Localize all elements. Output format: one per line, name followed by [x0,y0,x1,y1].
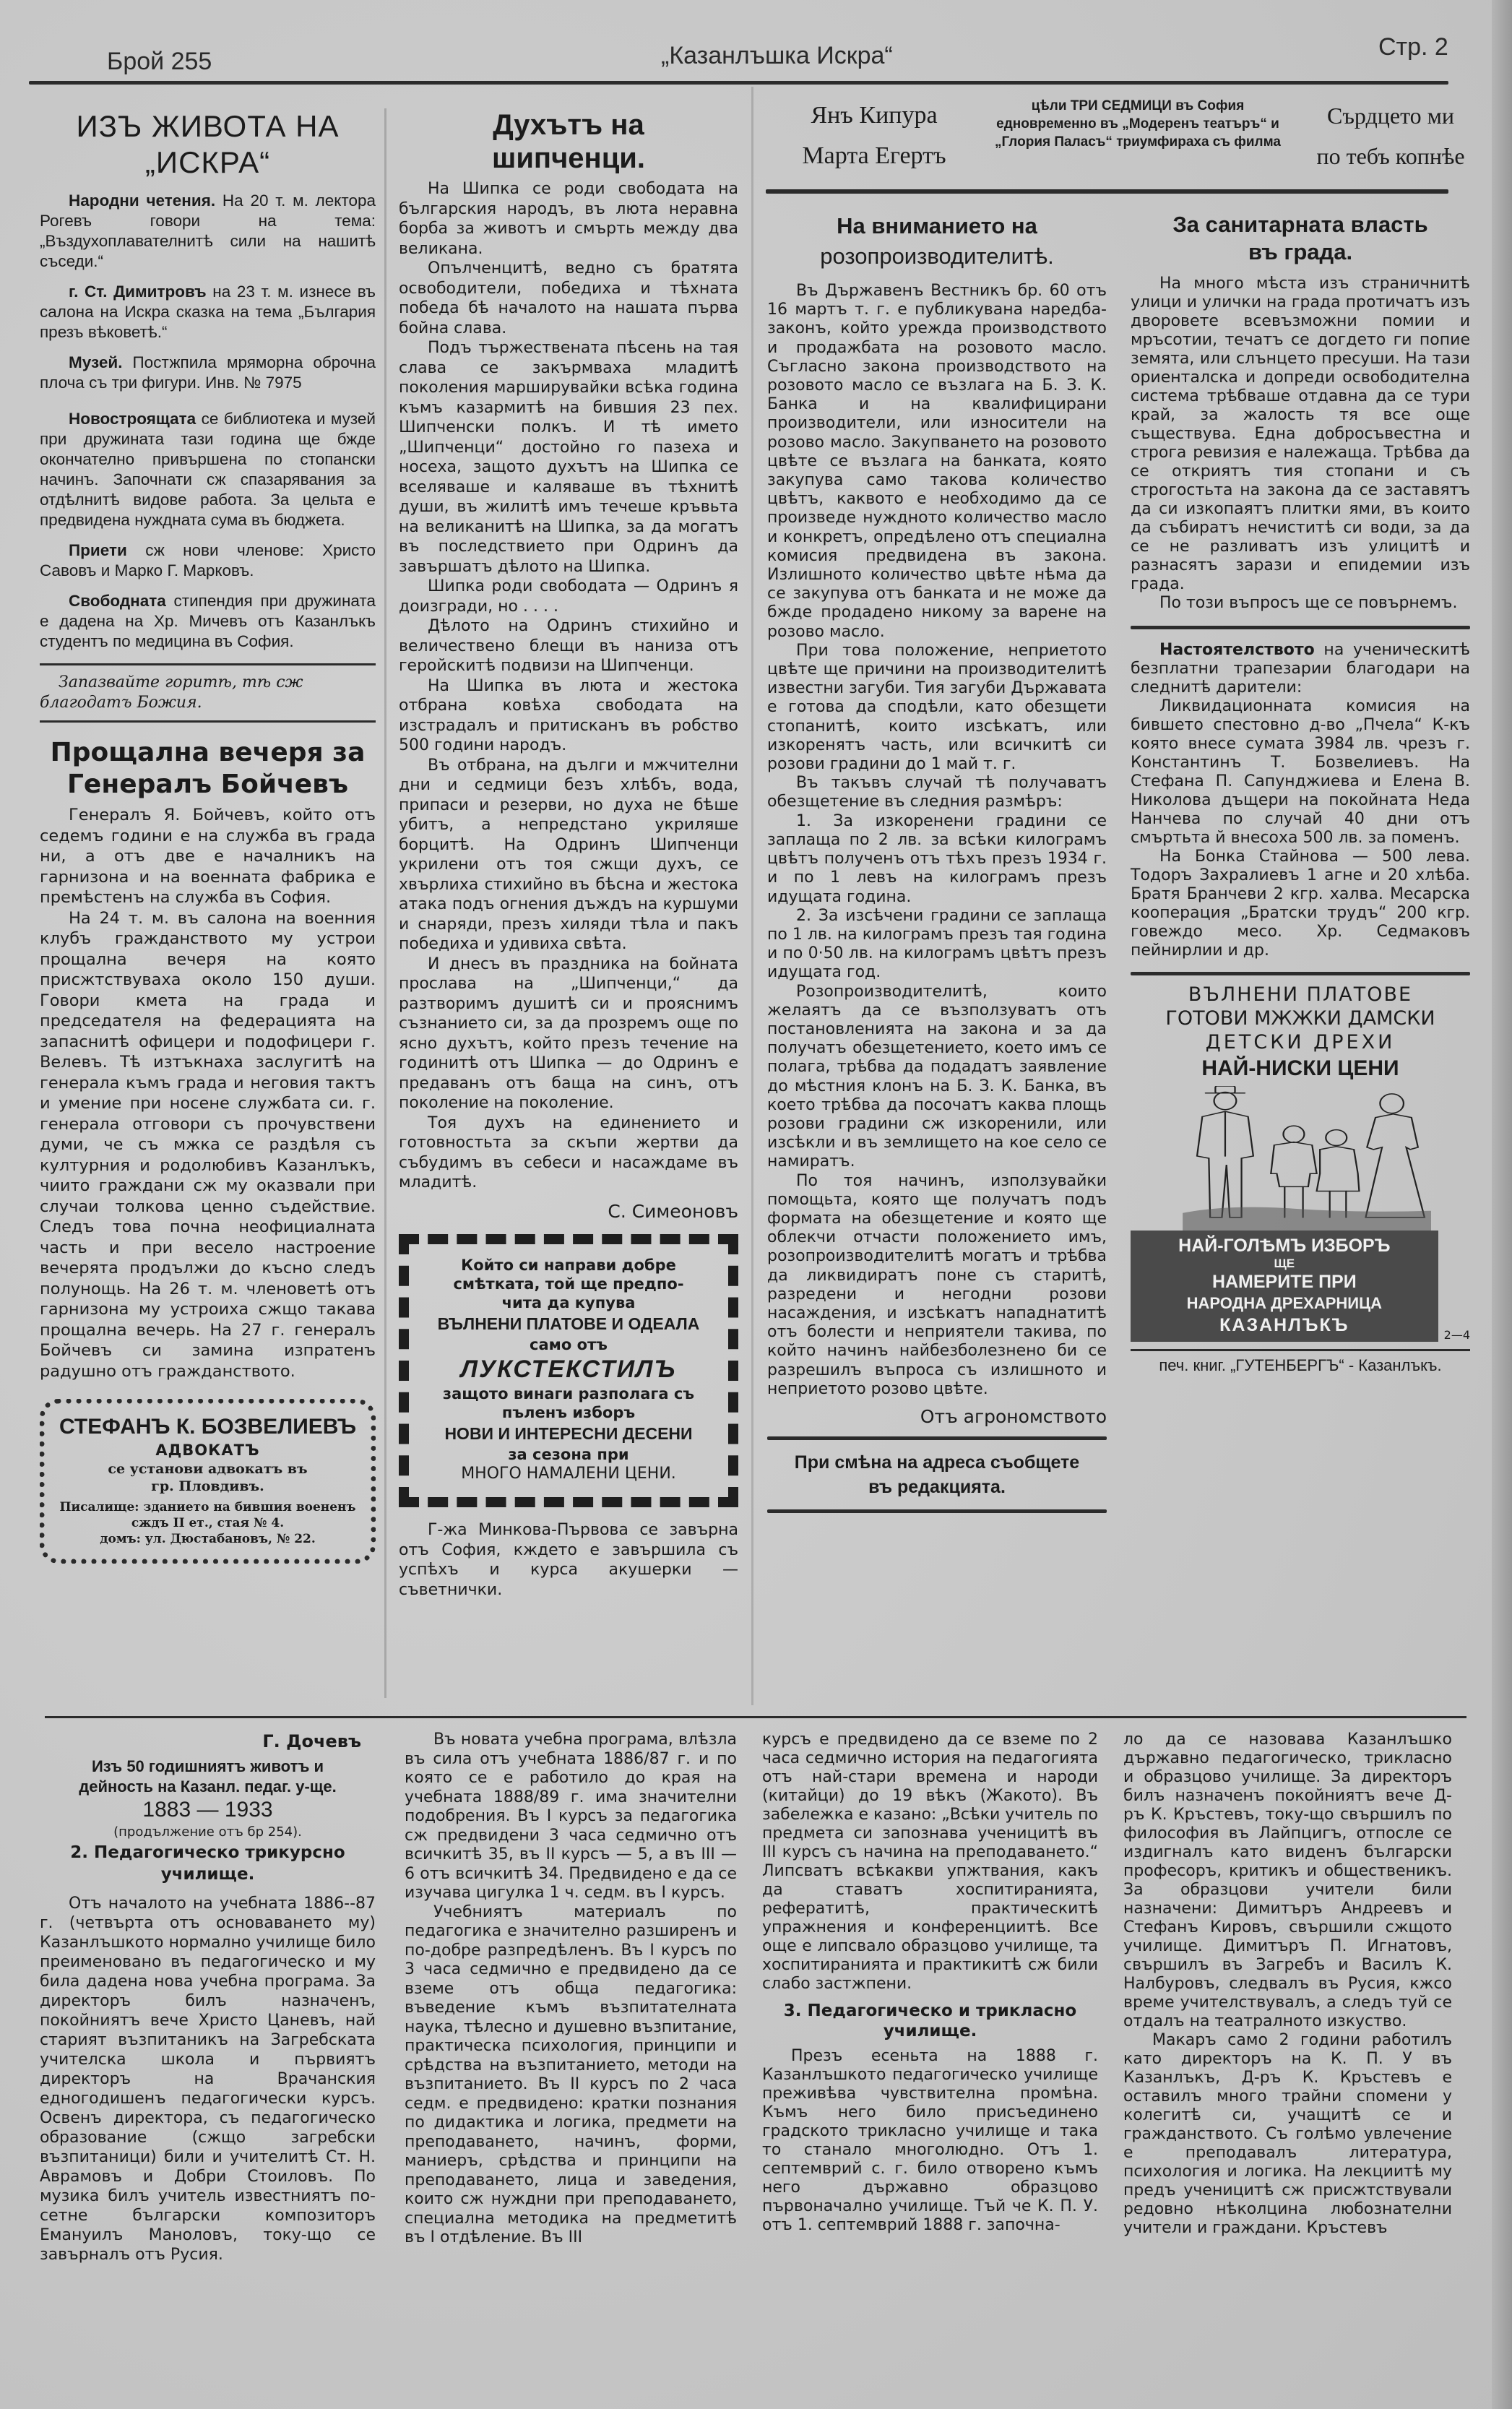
school-article-col2 [405,1731,737,2248]
item-text: стипендия при дружината е дадена на Хр. Мичевъ отъ Казанлъкъ студентъ по медицина въ София. [40,592,376,650]
ad-brand: ЛУКСТЕКСТИЛЪ [460,1356,677,1383]
school-section2: 2. Педагогическо трикурсно училище. [70,1843,345,1884]
column-3 [767,211,1107,1523]
lawyer-office: Писалище: зданието на бившия воененъ сждъ II ет., стая № 4. [59,1500,356,1530]
paragraph: 2. За изсѣчени градини се заплаща по 1 лв. на килограмъ презъ тая година и по 0·50 лв. на килограмъ цвѣтъ презъ идущата год. [767,906,1107,982]
fabric-pile [1183,1207,1431,1231]
school-author: Г. Дочевъ [262,1731,361,1751]
column-2 [399,108,738,1600]
boy-figure [1271,1126,1316,1218]
newspaper-name: „Казанлъшка Искра“ [661,42,893,69]
shipka-body [399,179,738,1221]
star-name: Марта Егертъ [802,142,946,169]
lawyer-profession: АДВОКАТЪ [155,1441,260,1459]
ad-text: чита да купува [501,1294,636,1311]
school-body3b [762,2047,1098,2235]
rose-title-line2: розопроизводителитѣ. [820,244,1054,269]
item-text: На 20 т. м. лектора Рогевъ говори на тема: „Въздухоплавателнитѣ сили на нашитѣ съседи.“ [40,191,376,270]
ad-text: МНОГО НАМАЛЕНИ ЦЕНИ. [461,1465,676,1483]
paragraph: На 24 т. м. въ салона на военния клубъ гражданството му устрои прощална вечеря на която присжтствуваха около 150 души. Говори кмета на града и председателя на федерацията на запаснитѣ офицери и подофицери г. Велевъ. Тѣ изтъкнаха заслугитѣ на генерала къмъ града и неговия тактъ и умение при носене службата си. г. генерала отговори съ прочувствени думи, че съ мжка се раздѣля съ културния и родолюбивъ Казанлъкъ, чиито граждани сж му оказвали при случаи толкова ценно съдействие. Следъ това почна неофициалната часть и при весело настроение вечерята продължи до късно следъ полунощь. На 26 т. м. членоветѣ отъ гарнизона му устроиха сжщо такава прощална вечерь. На 27 г. генералъ Бойчевъ си замина изпратенъ радушно отъ гражданството. [40,908,376,1381]
farewell-title: Прощална вечеря за Генералъ Бойчевъ [50,738,366,799]
paragraph: Дѣлото на Одринъ стихийно и величествено блещи въ наниза отъ геройскитѣ подвизи на Шипченци. [399,617,738,675]
shipka-title [399,108,738,175]
ad-headline: НОВИ И ИНТЕРЕСНИ ДЕСЕНИ [444,1424,693,1443]
paragraph: На Шипка въ люта и жестока отбрана ковѣха свободата на изстрадалъ и притисканъ въ робство 500 години народъ. [399,676,738,754]
page-edge [1492,0,1512,2409]
school-body1 [40,1894,376,2264]
item-lead: г. Ст. Димитровъ [69,283,207,301]
paragraph: Въ Държавенъ Вестникъ бр. 60 отъ 16 мартъ т. г. е публикувана наредба-законъ, който урежда производството и продажбата на розовото масло. Съгласно закона производството на розовото масло се възлага на Б. З. К. Банка и на квалифицирани производители, или износители на розово масло. Закупването на розовото цвѣте се възлага на банката, която закупува само такова количество цвѣтъ, каквото е необходимо да се произведе нуждното количество масло и конкретъ, опредѣлено отъ специална комисия предвидена въ закона. Излишното количество цвѣте нѣма да се закупува отъ банката и не може да бжде продадено никому за варене на розово масло. [767,282,1107,641]
textile-ad [399,1234,738,1507]
divider [767,1436,1107,1440]
rose-title [767,211,1107,272]
banner-line: НАРОДНА ДРЕХАРНИЦА [1186,1294,1383,1312]
film-title [1293,95,1488,176]
printer-credit: печ. книг. „ГУТЕНБЕРГЪ“ - Казанлъкъ. [1159,1356,1442,1374]
lawyer-line1: се установи адвокатъ въ [108,1461,308,1477]
shipka-title-line2: шипченци. [491,142,645,174]
school-article-col4 [1123,1731,1452,2238]
address-line2: въ редакцията. [868,1477,1006,1498]
school-title-line2: дейность на Казанл. педаг. у-ще. [79,1777,337,1796]
column-divider [751,87,753,1705]
donors-article [1131,641,1470,960]
school-continued: (продължение отъ бр 254). [113,1824,302,1840]
banner-line: НАЙ-ГОЛѢМЪ ИЗБОРЪ [1178,1236,1391,1256]
iskra-title [40,108,376,181]
address-notice [767,1450,1107,1499]
clothing-ad-headline: НАЙ-НИСКИ ЦЕНИ [1201,1056,1399,1080]
masthead-rule [29,81,1448,85]
lawyer-home: домъ: ул. Дюстабановъ, № 22. [100,1532,316,1546]
paragraph: На много мѣста изъ страничнитѣ улици и улички на града протичатъ изъ дворовете всевъзможни помии и мръсотии, течатъ се догдето ги попие земята, или слънцето пресуши. На тази ориенталска и допреди освободителна система трѣбваше отдавна да се тури край, за жалость тя все още съществува. Една добросъвестна и строга ревизия е належаща. Трѣбва да се откриятъ тия стопани и съ строгостьта на закона да се заставятъ да си изкопаятъ плитки ями, въ които да събиратъ нечиститѣ си води, за да се не разливатъ изъ улицитѣ и разнасятъ зарази и епидемии изъ града. [1131,275,1470,593]
sanitary-body [1131,275,1470,613]
school-article-col3 [762,1731,1098,2235]
divider [767,1509,1107,1513]
clothing-ad [1131,983,1470,1342]
divider [40,720,376,723]
donors-intro [1131,641,1470,697]
column-4 [1131,211,1470,1376]
minkova-notice: Г-жа Минкова-Първова се завърна отъ София, кждето е завършила съ успѣхъ и курса акушерки — съветнички. [399,1521,738,1599]
issue-number: Брой 255 [107,48,212,75]
item-lead: Новостроящата [69,410,196,428]
banner-rule [766,189,1448,194]
lawyer-ad [40,1399,376,1564]
woman-figure [1365,1094,1424,1218]
divider [1131,972,1470,975]
shipka-title-line1: Духътъ на [493,109,644,141]
column-divider [384,108,386,1698]
lawyer-line2: гр. Пловдивъ. [151,1478,264,1494]
paragraph: Презъ есеньта на 1888 г. Казанлъшкото педагогическо училище преживѣва чувствителна промѣна. Къмъ него било присъединено градското трикласно училище и така то станало многолюдно. Отъ 1. септемврий с. г. било отворено къмъ него държавно образцово първоначално училище. Тъй че К. П. У. отъ 1. септемврий 1888 г. започна- [762,2047,1098,2234]
school-years: 1883 — 1933 [142,1798,273,1822]
paragraph: На Шипка се роди свободата на българския народъ, въ люта неравна борба за животъ и смърть между два великана. [399,180,738,258]
iskra-title-line1: ИЗЪ ЖИВОТА НА [76,109,340,143]
family-illustration [1163,1086,1438,1231]
iskra-item [40,540,376,581]
paragraph: Тоя духъ на единението и готовностьта за скъпи жертви да събудимъ въ себеси и насаждаме въ младитѣ. [399,1113,738,1191]
paragraph: Макаръ само 2 години работилъ като директоръ на К. П. У въ Казанлъкъ, Д-ръ К. Кръстевъ е оставилъ много трайни спомени у колегитѣ си, учащитѣ се и гражданството. Съ голѣмо увлечение е преподавалъ литература, психология и логика. На лекциитѣ му предъ ученицитѣ сж присжтствували редовно нѣколцина любознателни учители и граждани. Кръстевъ [1123,2031,1452,2237]
clothing-banner [1131,1231,1438,1342]
paragraph: Розопроизводителитѣ, които желаятъ да се възползуватъ отъ постановленията на закона и за да получатъ обезщетението, което имъ се полага, трѣбва да подадатъ заявление до мѣстния клонъ на Б. З. К. Банка, въ което трѣбва да посочатъ каква площь розови градини сж изкоренили, или изсѣкли и въ землището на кое село се намиратъ. [767,982,1107,1171]
iskra-item [40,353,376,393]
paragraph: При това положение, неприетото цвѣте ще причини на производителитѣ известни загуби. Тия загуби Държавата е готова да сподѣли, като обезщети стопанитѣ, които изсѣкатъ, или изкоренятъ часть, или всичкитѣ си розови градини до 1 май т. г. [767,641,1107,774]
paragraph: Опълченцитѣ, ведно съ братята освободители, победиха и тѣхната победа бѣ началото на нашата първа бойна слава. [399,259,738,337]
paragraph: Отъ началото на учебната 1886--87 г. (четвърта отъ основаването му) Казанлъшкото нормално училище било преименовано въ педагогическо и му била дадена нова учебна програма. За директоръ билъ назначенъ, покойниятъ вече Христо Цаневъ, най старият възпитаникъ на Загребската учителска школа и първиятъ директоръ на Врачанския едногодишенъ педагогически курсъ. Освенъ директора, съ педагогическо образование (сжщо загребски възпитаници) били и учителитѣ Ст. Н. Аврамовъ и Добри Стоиловъ. По музика билъ учитель известниятъ по-сетне български композиторъ Емануилъ Маноловъ, току-що се завърналъ отъ Русия. [40,1895,376,2264]
iskra-title-line2: „ИСКРА“ [144,145,271,179]
paragraph: Въ новата учебна програма, влѣзла въ сила отъ учебната 1886/87 г. и по която се е работило до края на учебната 1888/89 г. има значителни подобрения. Въ I курсъ за педагогика сж предвидени 3 часа седмично отъ всичкитѣ 35, въ II курсъ — 5, а въ III — 6 отъ всичкитѣ 34. Предвидено е да се изучава цигулка 1 ч. седм. въ I курсъ. [405,1731,737,1902]
paragraph: Генералъ Я. Бойчевъ, който отъ седемъ години е на служба въ града ни, а отъ две е началникъ на гарнизона и на военната фабрика е премѣстенъ на служба въ София. [40,806,376,907]
banner-line: ЩЕ [1274,1257,1295,1270]
ad-headline: ВЪЛНЕНИ ПЛАТОВЕ И ОДЕАЛА [437,1314,700,1333]
paragraph: На Бонка Стайнова — 500 лева. Тодоръ Захралиевъ 1 агне и 20 хлѣба. Братя Бранчеви 2 кгр. халва. Месарска кооперация „Братски трудъ“ 200 кгр. говеждо месо. Хр. Седмаковъ пейнирлии и др. [1131,848,1470,960]
paragraph: 1. За изкоренени градини се заплаща по 2 лв. за всѣки килограмъ цвѣтъ полученъ отъ тѣхъ презъ 1934 г. и по 1 левъ на килограмъ презъ идущата година. [767,811,1107,906]
paragraph: курсъ е предвидено да се вземе по 2 часа седмично история на педагогията отъ най-стари времена и народи (китайци) до 19 вѣкъ (Жакото). Въ забележка е казано: „Всѣки учитель по предмета си запознава ученицитѣ въ III курсъ съ начина на преподаването.“ Липсватъ всѣкакви упжтвания, какъ да ставатъ хоспитиранията, рефератитѣ, практическитѣ упражнения и конференциитѣ. Все още е липсвало образцово училище, та хоспитиранията и практикитѣ сж били слабо застжпени. [762,1731,1098,1993]
school-body3 [762,1731,1098,1994]
paragraph: Шипка роди свободата — Одринъ я доизгради, но . . . . [399,577,738,616]
school-article-col1 [40,1731,376,2264]
ad-text: смѣтката, той ще предпо- [453,1275,684,1293]
iskra-item [40,282,376,342]
item-lead: Народни четения. [69,191,216,210]
item-text: Постжпила мряморна оброчна плоча съ три фигури. Инв. № 7975 [40,353,376,392]
divider [1131,1349,1470,1351]
item-text: на 23 т. м. изнесе въ салона на Искра сказка на тема „България презъ вѣковетѣ.“ [40,283,376,341]
film-title-line: Сърдцето ми [1326,103,1454,129]
lawyer-name: СТЕФАНЪ К. БОЗВЕЛИЕВЪ [59,1415,357,1439]
clothing-ad-line: ГОТОВИ МЖЖКИ ДАМСКИ [1165,1007,1435,1030]
ad-text: Който си направи добре [461,1257,676,1274]
star-name: Янъ Кипура [811,102,938,129]
divider [1131,626,1470,629]
man-figure [1197,1086,1253,1218]
paragraph: Учебниятъ материалъ по педагогика е значително разширенъ и по-добре разпредѣленъ. Въ I курсъ по 3 часа седмично е предвидено да се вземе отъ обща педагогика: въведение къмъ възпитателната наука, тѣлесно и душевно възпитание, практическа психология, принципи и срѣдства на възпитанието, методи на възпитанието. Въ II курсъ по 2 часа седм. е предвидено: кратки познания по дидактика и логика, предмети на преподаването, начинъ, форми, маниеръ, срѣдства и принципи на преподаването, лица и заведения, които сж нуждни при преподаването, специална методика на предметитѣ въ I отдѣление. Въ III [405,1902,737,2246]
item-lead: Приети [69,541,127,559]
clothing-ad-line: ДЕТСКИ ДРЕХИ [1205,1031,1396,1053]
farewell-body [40,805,376,1382]
banner-line: НАМЕРИТЕ ПРИ [1211,1272,1357,1292]
school-title-line1: Изъ 50 годишниятъ животъ и [91,1757,324,1775]
ad-text: само отъ [530,1336,608,1353]
ad-text: за сезона при [508,1446,629,1463]
page-number: Стр. 2 [1378,33,1448,61]
iskra-item [40,591,376,652]
paragraph: По този въпросъ ще се повърнемъ. [1159,594,1458,612]
film-title-line: по тебъ копнѣе [1316,143,1465,169]
film-stars [766,95,982,176]
item-text: се библиотека и музей при дружината тази година ще бжде окончателно привършена по стопански начинъ. Започнати сж спазарявания за отдѣлнитѣ видове работа. За цельта е предвидена нуждната сума въ бюджета. [40,410,376,529]
paragraph: И днесъ въ праздника на бойната прослава на „Шипченци,“ да разтворимъ душитѣ си и прояснимъ съзнанието си, за да прозремъ още по ясно духътъ, който презъ течение на годинитѣ отъ Шипка — до Одринъ е предаванъ отъ баща на синъ, отъ поколение на поколение. [399,954,738,1112]
forest-notice: Запазвайте горитѣ, тѣ сж благодатъ Божия. [40,673,303,712]
iskra-items [40,191,376,652]
film-middle-text: цѣли ТРИ СЕДМИЦИ въ София едновременно въ „Модеренъ театъръ“ и „Глория Паласъ“ триумфираха съ филма [994,98,1281,150]
donors-intro-text: на ученическитѣ безплатни трапезарии благодари на следнитѣ дарители: [1131,641,1470,697]
rose-signature: Отъ агрономството [920,1405,1107,1427]
sanitary-title-line2: въ града. [1248,239,1353,264]
donors-lead: Настоятелството [1159,641,1315,659]
sanitary-title [1131,211,1470,266]
rose-body [767,282,1107,1426]
divider [40,663,376,665]
address-line1: При смѣна на адреса съобщете [794,1452,1080,1473]
paragraph: По тоя начинъ, използувайки помощьта, която ще получатъ подъ формата на обезщетение и която ще облекчи отчасти положението имъ, розопроизводителитѣ могатъ и трѣбва да ликвидиратъ поне съ старитѣ, разредени и негодни розови насаждения, и изсѣкатъ нападнатитѣ отъ болести и неприятели такива, по който начинъ найбезболезнено би се разрешилъ въпроса съ излишното и неприетото розово цвѣте. [767,1171,1107,1398]
ad-text: пъленъ изборъ [501,1404,636,1421]
paragraph: Въ отбрана, на дълги и мжчителни дни и седмици безъ хлѣбъ, вода, припаси и резерви, но духа не бѣше убитъ, а непредстано укриляше борцитѣ. На Одринъ Шипченци укрилени отъ тоя сжщи духъ, се хвърлиха стихийно въ бѣсна и жестока атака подъ огнения дъждъ на куршуми и снаряди, презъ хиляди тѣла и пакъ победиха и удивиха свѣта. [399,756,738,953]
item-lead: Свободната [69,592,166,610]
paragraph: ло да се назовава Казанлъшко държавно педагогическо, трикласно и образцово училище. За директоръ билъ назначенъ покойниятъ вече Д-ръ К. Кръстевъ, току-що свършилъ по философия въ Лайпцигъ, отпосле се издигналъ като виденъ български професоръ, критикъ и общественикъ. За образцови учители били назначени: Димитъръ Андреевъ и Стефанъ Кировъ, свършили сжщото училище. Димитъръ П. Игнатовъ, свършилъ въ Загребъ и Василъ К. Налбуровъ, следвалъ въ Русия, кжсо време учителствувалъ, а следъ туй се отдалъ на театралното изкуство. [1123,1731,1452,2030]
school-section3: 3. Педагогическо и трикласно училище. [783,2001,1077,2040]
corner-mark: 2—4 [1443,1328,1470,1342]
iskra-item [40,191,376,272]
paragraph: Подъ тържествената пѣсень на тая слава се закърмваха младитѣ поколения марширувайки всѣка година къмъ казармитѣ на бившия 23 пех. Шипченски полкъ. И тѣ името „Шипченци“ достойно го пазеха и носеха, защото духътъ на Шипка се вселяваше и каляваше въ тѣхнитѣ души, въ жилитѣ имъ течеше кръвьта на великанитѣ на Шипка, за да могатъ въ последствието при Одринъ да завършатъ дѣлото на Шипка. [399,339,738,576]
iskra-item [40,409,376,530]
paragraph: Въ такъвъ случай тѣ получаватъ обезщетение въ следния размѣръ: [767,774,1107,811]
sanitary-title-line1: За санитарната власть [1172,212,1428,237]
item-text: сж нови членове: Христо Савовъ и Марко Г. Марковъ. [40,541,376,579]
rose-title-line1: На вниманието на [837,213,1037,238]
shipka-signature: С. Симеоновъ [608,1200,738,1222]
paragraph: Ликвидационната комисия на бившето спестовно д-во „Пчела“ К-къ която внесе сумата 3984 лв. чрезъ г. Константинъ Т. Бозвелиевъ. На Стефана П. Сапунджиева и Елена В. Николова дъщери на покойната Неда Нанчева по случай 40 дни отъ смъртьта й внесоха 500 лв. за поменъ. [1131,697,1470,847]
column-1 [40,108,376,1564]
ad-text: защото винаги разполага съ [442,1385,695,1402]
clothing-ad-line: ВЪЛНЕНИ ПЛАТОВЕ [1188,983,1413,1006]
girl-figure [1317,1130,1360,1218]
banner-line: КАЗАНЛЪКЪ [1219,1315,1349,1335]
section-rule [45,1716,1466,1718]
item-lead: Музей. [69,353,123,371]
